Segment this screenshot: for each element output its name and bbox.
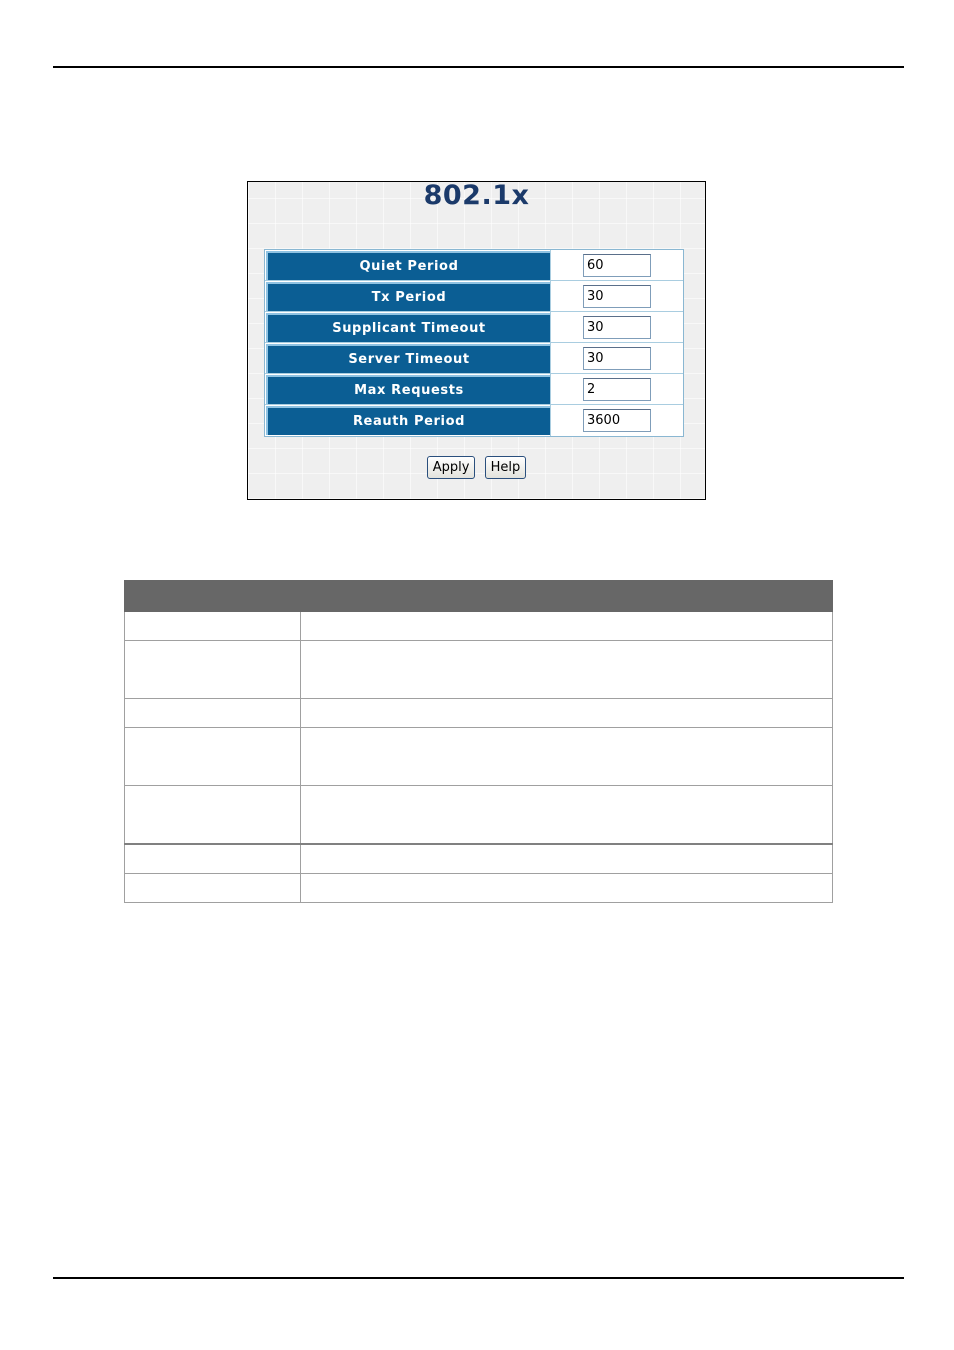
server-timeout-row bbox=[265, 343, 683, 374]
table-cell bbox=[301, 844, 833, 874]
max-requests-row bbox=[265, 374, 683, 405]
table-cell bbox=[301, 728, 833, 786]
header-cell bbox=[125, 581, 301, 612]
table-row bbox=[125, 699, 833, 728]
reauth-period-label: Reauth Period bbox=[266, 406, 550, 435]
help-button[interactable]: Help bbox=[485, 456, 527, 479]
supplicant-timeout-label: Supplicant Timeout bbox=[266, 313, 550, 342]
button-row bbox=[248, 456, 705, 479]
tx-period-cell bbox=[550, 281, 683, 311]
supplicant-timeout-cell bbox=[550, 312, 683, 342]
tx-period-input[interactable] bbox=[583, 285, 651, 308]
table-cell bbox=[301, 641, 833, 699]
table-cell bbox=[125, 786, 301, 845]
table-row bbox=[125, 844, 833, 874]
table-cell bbox=[301, 699, 833, 728]
reauth-period-cell bbox=[550, 405, 683, 436]
table-row bbox=[125, 874, 833, 903]
max-requests-label: Max Requests bbox=[266, 375, 550, 404]
parameter-description-table bbox=[124, 580, 833, 903]
supplicant-timeout-row bbox=[265, 312, 683, 343]
table-cell bbox=[125, 728, 301, 786]
footer-rule bbox=[53, 1277, 904, 1279]
table-row bbox=[125, 786, 833, 845]
quiet-period-row bbox=[265, 250, 683, 281]
quiet-period-label: Quiet Period bbox=[266, 251, 550, 280]
supplicant-timeout-input[interactable] bbox=[583, 316, 651, 339]
panel-title: 802.1x bbox=[423, 180, 530, 211]
header-rule bbox=[53, 66, 904, 68]
dot1x-config-panel bbox=[247, 181, 706, 500]
table-cell bbox=[125, 699, 301, 728]
tx-period-label: Tx Period bbox=[266, 282, 550, 311]
server-timeout-label: Server Timeout bbox=[266, 344, 550, 373]
table-cell bbox=[125, 641, 301, 699]
table-row bbox=[125, 641, 833, 699]
max-requests-cell bbox=[550, 374, 683, 404]
table-row bbox=[125, 612, 833, 641]
max-requests-input[interactable] bbox=[583, 378, 651, 401]
quiet-period-input[interactable] bbox=[583, 254, 651, 277]
reauth-period-input[interactable] bbox=[583, 409, 651, 432]
header-cell bbox=[301, 581, 833, 612]
table-cell bbox=[125, 844, 301, 874]
table-row bbox=[125, 728, 833, 786]
quiet-period-cell bbox=[550, 250, 683, 280]
tx-period-row bbox=[265, 281, 683, 312]
table-header-row bbox=[125, 581, 833, 612]
server-timeout-cell bbox=[550, 343, 683, 373]
table-cell bbox=[301, 612, 833, 641]
server-timeout-input[interactable] bbox=[583, 347, 651, 370]
apply-button[interactable]: Apply bbox=[427, 456, 476, 479]
table-cell bbox=[301, 786, 833, 845]
table-cell bbox=[125, 874, 301, 903]
table-cell bbox=[301, 874, 833, 903]
table-cell bbox=[125, 612, 301, 641]
dot1x-parameter-table bbox=[264, 249, 684, 437]
reauth-period-row bbox=[265, 405, 683, 436]
